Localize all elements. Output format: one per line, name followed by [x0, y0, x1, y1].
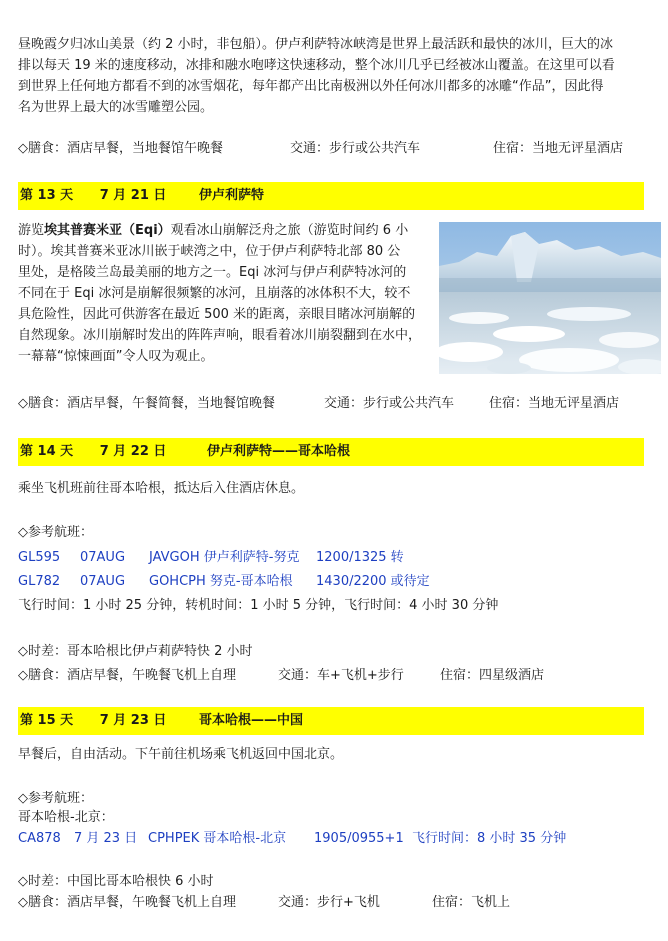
- intro-line: 到世界上任何地方都看不到的冰雪烟花，每年都产出比南极洲以外任何冰川都多的冰雕“作品”，因此得: [18, 79, 604, 94]
- route-label: 哥本哈根-北京：: [18, 810, 114, 825]
- time-difference: ◇时差：哥本哈根比伊卢莉萨特快 2 小时: [18, 644, 253, 659]
- intro-line: 名为世界上最大的冰雪雕塑公园。: [18, 100, 214, 115]
- meals-text: ◇膳食：酒店早餐，午餐简餐，当地餐馆晚餐: [18, 396, 275, 411]
- day-date: 7 月 23 日: [99, 713, 167, 728]
- flight-date: 7 月 23 日: [74, 831, 138, 846]
- day-place: 伊卢利萨特: [198, 188, 264, 203]
- day15-reference-label: ◇参考航班：: [18, 791, 93, 806]
- meals-text: ◇膳食：酒店早餐，当地餐馆午晚餐: [18, 141, 223, 156]
- day-number: 第 15 天: [20, 713, 74, 728]
- flight-time: 1200/1325 转: [316, 550, 404, 565]
- flight-number: GL782: [18, 574, 61, 589]
- transport-text: 交通：步行+飞机: [278, 895, 380, 910]
- day-date: 7 月 22 日: [99, 444, 167, 459]
- flight-date: 07AUG: [80, 574, 126, 589]
- highlight-text: 埃其普赛米亚（Eqi）: [44, 223, 171, 238]
- flight-time: 1905/0955+1: [314, 831, 404, 846]
- day13-line: 一幕幕“惊悚画面”令人叹为观止。: [18, 349, 214, 364]
- day13-line: 里处，是格陵兰岛最美丽的地方之一。Eqi 冰河与伊卢利萨特冰河的: [18, 265, 407, 280]
- day15-header: [18, 707, 644, 735]
- day13-info-row: [18, 393, 644, 414]
- day13-paragraph: [18, 220, 428, 367]
- day13-header: [18, 182, 644, 210]
- flight-route: GOHCPH 努克-哥本哈根: [149, 574, 293, 589]
- hotel-text: 住宿：当地无评星酒店: [493, 141, 624, 156]
- glacier-photo: [439, 222, 661, 374]
- day14-reference-label: ◇参考航班：: [18, 525, 93, 540]
- hotel-text: 住宿：当地无评星酒店: [489, 396, 620, 411]
- day-number: 第 13 天: [20, 188, 74, 203]
- flight-row: [18, 547, 644, 568]
- intro-paragraph: [18, 34, 615, 118]
- flight-date: 07AUG: [80, 550, 126, 565]
- flight-number: CA878: [18, 831, 61, 846]
- intro-line: 排以每天 19 米的速度移动，冰排和融水咆哮这快速移动，整个冰川几乎已经被冰山覆盖。在这里可以看: [18, 58, 615, 73]
- day-place: 伊卢利萨特——哥本哈根: [206, 444, 350, 459]
- day-place: 哥本哈根——中国: [198, 713, 303, 728]
- meals-text: ◇膳食：酒店早餐，午晚餐飞机上自理: [18, 668, 236, 683]
- day13-line: 观看冰山崩解泛舟之旅（游览时间约 6 小: [170, 223, 409, 238]
- flight-number: GL595: [18, 550, 61, 565]
- flight-route: CPHPEK 哥本哈根-北京: [148, 831, 287, 846]
- hotel-text: 住宿：飞机上: [432, 895, 511, 910]
- day14-header: [18, 438, 644, 466]
- day13-line: 具危险性，因此可供游客在最近 500 米的距离，亲眼目睹冰河崩解的: [18, 307, 416, 322]
- glacier-illustration: [439, 222, 661, 374]
- time-difference: ◇时差：中国比哥本哈根快 6 小时: [18, 874, 214, 889]
- day15-info-row: [18, 892, 644, 913]
- transport-text: 交通：车+飞机+步行: [278, 668, 404, 683]
- intro-line: 昼晚霞夕归冰山美景（约 2 小时，非包船）。伊卢利萨特冰峡湾是世界上最活跃和最快的冰川，巨大的冰: [18, 37, 614, 52]
- flight-duration: 飞行时间：8 小时 35 分钟: [412, 831, 567, 846]
- flight-duration: 飞行时间：1 小时 25 分钟，转机时间：1 小时 5 分钟，飞行时间：4 小时 30 分钟: [18, 598, 499, 613]
- day13-line: 不同在于 Eqi 冰河是崩解很频繁的冰河，且崩落的冰体积不大，较不: [18, 286, 411, 301]
- flight-time: 1430/2200 或待定: [316, 574, 430, 589]
- day15-description: 早餐后，自由活动。下午前往机场乘飞机返回中国北京。: [18, 747, 344, 762]
- day13-line: 自然现象。冰川崩解时发出的阵阵声响，眼看着冰川崩裂翻到在水中，: [18, 328, 422, 343]
- meals-text: ◇膳食：酒店早餐，午晚餐飞机上自理: [18, 895, 236, 910]
- flight-row: [18, 571, 644, 592]
- day13-line: 时）。埃其普赛米亚冰川嵌于峡湾之中，位于伊卢利萨特北部 80 公: [18, 244, 401, 259]
- lead-text: 游览: [18, 223, 45, 238]
- flight-row: [18, 828, 644, 849]
- hotel-text: 住宿：四星级酒店: [440, 668, 545, 683]
- transport-text: 交通：步行或公共汽车: [290, 141, 421, 156]
- day-date: 7 月 21 日: [99, 188, 167, 203]
- day14-description: 乘坐飞机班前往哥本哈根，抵达后入住酒店休息。: [18, 481, 305, 496]
- intro-info-row: [18, 138, 644, 159]
- transport-text: 交通：步行或公共汽车: [324, 396, 455, 411]
- flight-route: JAVGOH 伊卢利萨特-努克: [149, 550, 300, 565]
- day-number: 第 14 天: [20, 444, 74, 459]
- day14-info-row: [18, 665, 644, 686]
